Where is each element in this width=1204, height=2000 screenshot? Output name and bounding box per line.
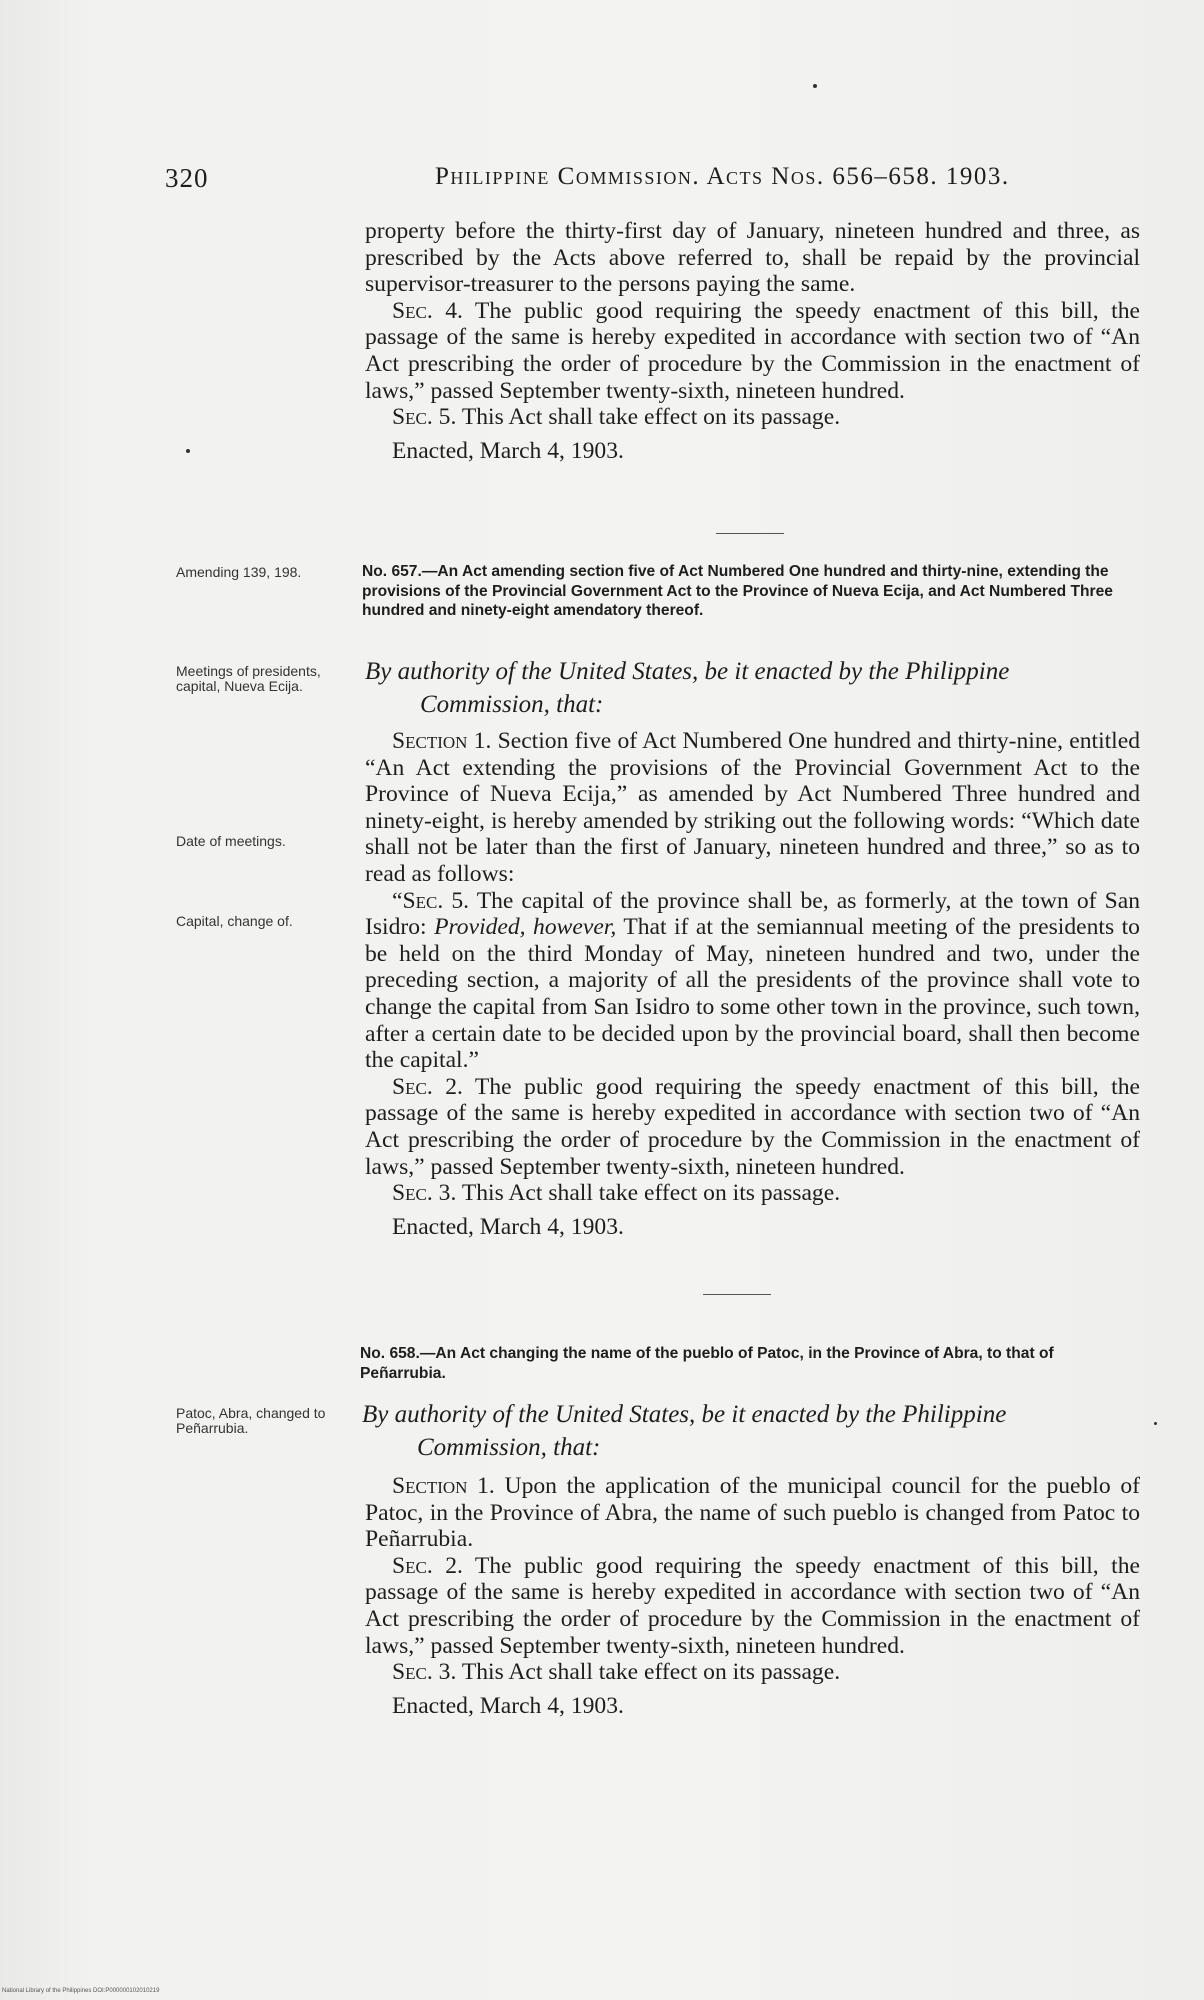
act-number: No. 657. <box>362 563 422 580</box>
quoted-section-5 <box>365 888 1140 1074</box>
enacted-date: Enacted, March 4, 1903. <box>392 437 624 464</box>
section-text: This Act shall take effect on its passage. <box>461 404 841 431</box>
act-656-tail <box>365 218 1140 464</box>
section-label: Section 1. <box>392 728 492 754</box>
scan-speck <box>186 449 190 453</box>
section-label: Sec. 2. <box>392 1073 463 1100</box>
section-1 <box>365 728 1140 888</box>
act-658-title <box>360 1344 1138 1383</box>
act-number: No. 658. <box>360 1345 420 1362</box>
enacted-date: Enacted, March 4, 1903. <box>392 1692 624 1719</box>
act-title-text: —An Act amending section five of Act Numbered One hundred and thirty-nine, extending the provisions of the Provincial Government Act to the Province of Nueva Ecija, and Act Numbered Three hundred and ninety-eight amendatory thereof. <box>362 563 1113 619</box>
margin-note-patoc: Patoc, Abra, changed to Peñarrubia. <box>176 1405 326 1436</box>
section-text: The public good requiring the speedy enactment of this bill, the passage of the same is hereby expedited in accordance with section two of “An Act prescribing the order of procedure by the Commission in the enactment of laws,” passed September twenty-sixth, nineteen hundred. <box>365 1073 1140 1180</box>
scan-credit: National Library of the Philippines DOI:P000000102010219 <box>2 1988 160 1994</box>
enacting-clause <box>365 655 1145 721</box>
section-label: Sec. 4. <box>392 297 463 324</box>
margin-note-amending: Amending 139, 198. <box>176 564 302 580</box>
section-text: This Act shall take effect on its passage. <box>461 1180 841 1207</box>
scan-speck <box>813 84 817 88</box>
enacting-line: By authority of the United States, be it enacted by the Philippine <box>365 658 1010 685</box>
section-text: The public good requiring the speedy enactment of this bill, the passage of the same is hereby expedited in accordance with section two of “An Act prescribing the order of procedure by the Commission in the enactment of laws,” passed September twenty-sixth, nineteen hundred. <box>365 297 1140 404</box>
margin-note-meetings: Meetings of presidents, capital, Nueva Ecija. <box>176 663 321 694</box>
running-header <box>435 163 1010 191</box>
section-2 <box>365 1553 1140 1659</box>
section-divider <box>716 533 784 534</box>
section-label: Sec. 3. <box>392 1180 457 1207</box>
scan-speck <box>1154 1422 1157 1425</box>
margin-note-date: Date of meetings. <box>176 833 286 849</box>
section-label: Sec. 3. <box>392 1659 457 1686</box>
section-label: Sec. 2. <box>392 1552 463 1579</box>
section-3 <box>365 1180 1140 1207</box>
section-3 <box>365 1659 1140 1686</box>
section-1 <box>365 1473 1140 1553</box>
enacting-line: By authority of the United States, be it enacted by the Philippine <box>362 1401 1007 1428</box>
margin-note-capital: Capital, change of. <box>176 913 293 929</box>
page-number: 320 <box>165 163 209 193</box>
section-label: Sec. 5. <box>392 404 457 431</box>
enacting-line: Commission, that: <box>417 1434 601 1461</box>
section-text: Upon the application of the municipal council for the pueblo of Patoc, in the Province of Abra, the name of such pueblo is changed from Patoc to Peñarrubia. <box>365 1473 1141 1553</box>
section-4 <box>365 298 1140 404</box>
act-658-body <box>365 1473 1140 1719</box>
running-title: Philippine Commission. Acts Nos. 656–658. 1903. <box>435 163 1010 190</box>
enacted-date: Enacted, March 4, 1903. <box>392 1213 624 1240</box>
section-5 <box>365 404 1140 431</box>
section-text: Section five of Act Numbered One hundred and thirty-nine, entitled “An Act extending the provisions of the Provincial Government Act to the Province of Nueva Ecija,” as amended by Act Numbered Three hundred and ninety-eight, is hereby amended by striking out the following words: “Which date shall not be later than the first of January, nineteen hundred and three,” so as to read as follows: <box>365 728 1140 887</box>
act-657-body <box>365 728 1140 1240</box>
section-text: This Act shall take effect on its passage. <box>461 1659 841 1686</box>
section-text: That if at the semiannual meeting of the presidents to be held on the third Monday of May, nineteen hundred and two, under the preceding section, a majority of all the presidents of the province shall vote to change the capital from San Isidro to some other town in the province, such town, after a certain date to be decided upon by the provincial board, shall then become the capital.” <box>365 914 1140 1074</box>
paragraph: property before the thirty-first day of January, nineteen hundred and three, as prescribed by the Acts above referred to, shall be repaid by the provincial supervisor-treasurer to the persons paying the same. <box>365 218 1140 298</box>
act-657-title <box>362 562 1138 621</box>
section-label: Section 1. <box>392 1473 495 1499</box>
section-divider <box>703 1294 771 1295</box>
proviso: Provided, however, <box>434 914 617 941</box>
enacting-line: Commission, that: <box>420 691 604 718</box>
act-title-text: —An Act changing the name of the pueblo of Patoc, in the Province of Abra, to that of Peñarrubia. <box>360 1345 1054 1382</box>
section-text: The capital of the province shall be, as formerly, at the town of San Isidro: <box>365 887 1140 941</box>
enacting-clause <box>362 1398 1142 1464</box>
section-text: The public good requiring the speedy enactment of this bill, the passage of the same is hereby expedited in accordance with section two of “An Act prescribing the order of procedure by the Commission in the enactment of laws,” passed September twenty-sixth, nineteen hundred. <box>365 1552 1140 1659</box>
section-label: “Sec. 5. <box>392 887 470 914</box>
section-2 <box>365 1074 1140 1180</box>
